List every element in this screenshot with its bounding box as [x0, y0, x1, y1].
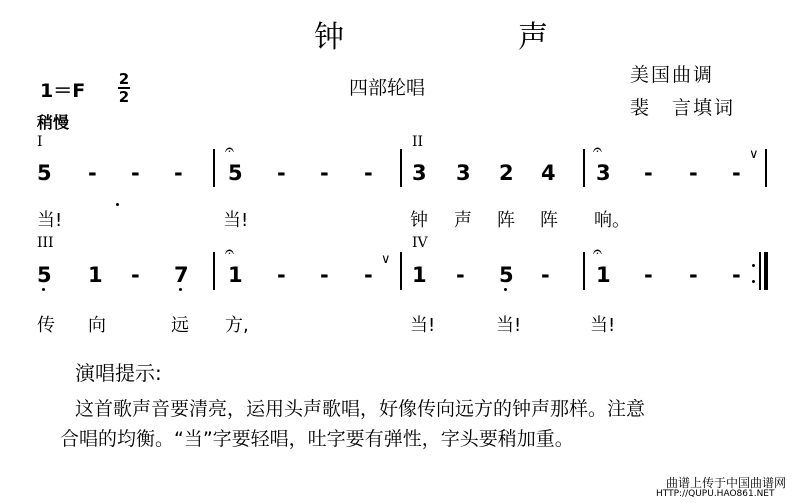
note: - — [131, 263, 140, 287]
note: - — [644, 263, 653, 287]
tempo-marking: 稍慢 — [37, 113, 70, 132]
lyric: 当! — [590, 315, 616, 336]
bar-line — [400, 149, 402, 187]
lyric: 阵 — [540, 210, 558, 231]
note: 3 — [412, 161, 427, 185]
stray-dot — [116, 203, 119, 206]
final-bar-thick — [764, 252, 768, 290]
note: - — [689, 161, 698, 185]
note: - — [364, 161, 373, 185]
lyric: 当! — [223, 210, 249, 231]
lyric: 远 — [171, 315, 189, 336]
note: 1 — [596, 263, 611, 287]
fermata-icon: 𝄐 — [225, 242, 234, 261]
subtitle: 四部轮唱 — [349, 77, 426, 99]
final-bar-thin — [759, 252, 761, 290]
note: - — [364, 263, 373, 287]
breath-mark-icon: ∨ — [749, 147, 759, 162]
note: 4 — [541, 161, 556, 185]
note: - — [277, 161, 286, 185]
note: 5 — [228, 161, 243, 185]
lyricist-credit: 裴 言填词 — [630, 97, 736, 119]
hints-heading: 演唱提示: — [75, 361, 162, 385]
note: - — [732, 161, 741, 185]
breath-mark-icon: ∨ — [381, 252, 391, 267]
repeat-dot — [752, 264, 755, 267]
bar-line — [583, 149, 585, 187]
fermata-icon: 𝄐 — [593, 242, 602, 261]
lower-octave-dot — [42, 288, 45, 291]
bar-line — [400, 252, 402, 290]
section-marker-3: III — [37, 235, 54, 251]
lyric: 钟 — [410, 210, 428, 231]
lower-octave-dot — [179, 288, 182, 291]
note: 1 — [88, 263, 103, 287]
note: 1 — [412, 263, 427, 287]
hints-line-1: 这首歌声音要清亮，运用头声歌唱，好像传向远方的钟声那样。注意 — [75, 398, 646, 420]
note: 2 — [499, 161, 514, 185]
fermata-icon: 𝄐 — [225, 140, 234, 159]
fermata-icon: 𝄐 — [593, 140, 602, 159]
lyric: 当! — [410, 315, 436, 336]
note: 5 — [37, 161, 52, 185]
origin-credit: 美国曲调 — [630, 64, 715, 86]
note: - — [644, 161, 653, 185]
lyric: 当! — [37, 210, 63, 231]
lyric: 向 — [88, 315, 106, 336]
lyric: 当! — [496, 315, 522, 336]
note: - — [456, 263, 465, 287]
lyric: 方, — [225, 315, 249, 336]
time-signature — [118, 72, 130, 104]
note: - — [732, 263, 741, 287]
note: - — [174, 161, 183, 185]
note: 7 — [174, 263, 189, 287]
bar-line — [213, 252, 215, 290]
note: 3 — [596, 161, 611, 185]
watermark-line-2: HTTP://QUPU.HAO861.NET — [656, 489, 775, 499]
note: - — [541, 263, 550, 287]
note: - — [88, 161, 97, 185]
note: - — [689, 263, 698, 287]
hints-line-2: 合唱的均衡。“当”字要轻唱，吐字要有弹性，字头要稍加重。 — [60, 428, 574, 450]
lyric: 响。 — [594, 210, 630, 231]
lyric: 声 — [454, 210, 472, 231]
bar-line — [583, 252, 585, 290]
time-denominator: 2 — [118, 88, 130, 106]
note: 1 — [228, 263, 243, 287]
repeat-dot — [752, 280, 755, 283]
section-marker-1: I — [37, 134, 43, 150]
lyric: 阵 — [497, 210, 515, 231]
key-signature: 1＝F — [40, 80, 86, 102]
time-numerator: 2 — [118, 70, 130, 88]
bar-line — [213, 149, 215, 187]
song-title: 钟 声 — [314, 20, 620, 55]
bar-line — [765, 149, 767, 187]
note: 5 — [499, 263, 514, 287]
note: - — [320, 263, 329, 287]
note: 5 — [37, 263, 52, 287]
section-marker-2: II — [412, 134, 424, 150]
note: - — [277, 263, 286, 287]
lower-octave-dot — [504, 288, 507, 291]
lyric: 传 — [37, 315, 55, 336]
section-marker-4: IV — [412, 235, 428, 251]
watermark-line-1: 曲谱上传于中国曲谱网 — [666, 476, 787, 490]
note: - — [131, 161, 140, 185]
note: - — [320, 161, 329, 185]
note: 3 — [456, 161, 471, 185]
